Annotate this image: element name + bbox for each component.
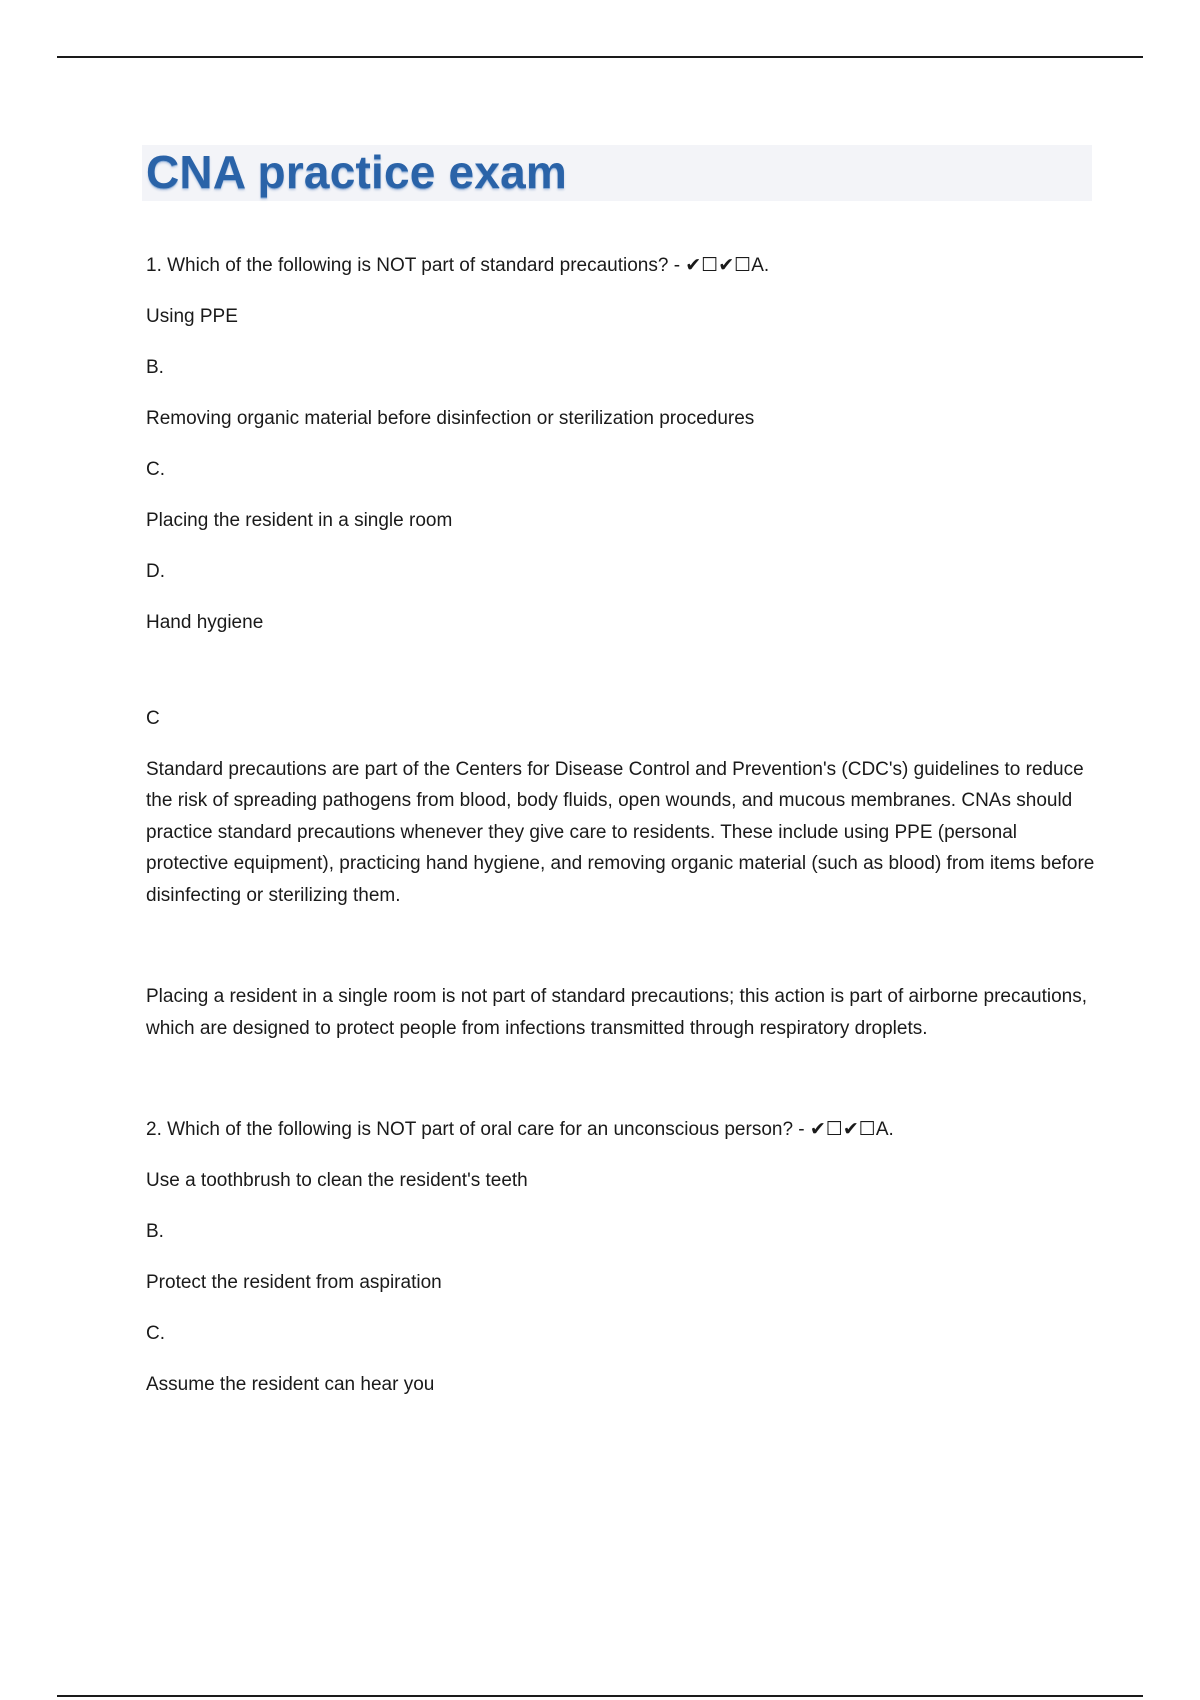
option-b-label: B. [146,357,164,378]
option-b-label: B. [146,1221,164,1242]
option-b-text: Removing organic material before disinfection or sterilization procedures [146,407,755,429]
option-c-text: Placing the resident in a single room [146,509,453,531]
option-c-text: Assume the resident can hear you [146,1373,435,1395]
document-body [146,250,1096,1400]
footer-rule [57,1695,1143,1697]
option-c-label: C. [146,1323,165,1344]
option-a-text: Using PPE [146,305,238,327]
option-d-text: Hand hygiene [146,611,264,633]
option-b-text: Protect the resident from aspiration [146,1271,442,1293]
question-stem: 2. Which of the following is NOT part of oral care for an unconscious person? - ✔☐✔☐A. [146,1119,894,1140]
header-rule [57,56,1143,58]
question-1 [146,250,1096,1044]
question-2 [146,1114,1096,1400]
option-a-text: Use a toothbrush to clean the resident's teeth [146,1169,528,1191]
explanation-paragraph: Placing a resident in a single room is not part of standard precautions; this action is part of airborne precautions, which are designed to protect people from infections transmitted through respiratory droplets. [146,986,1088,1039]
page-title: CNA practice exam [146,146,567,198]
answer-letter: C [146,708,160,729]
question-stem: 1. Which of the following is NOT part of standard precautions? - ✔☐✔☐A. [146,255,770,276]
explanation-paragraph: Standard precautions are part of the Centers for Disease Control and Prevention's (CDC's) guidelines to reduce the risk of spreading pathogens from blood, body fluids, open wounds, and mucous membranes. CNAs should practice standard precautions whenever they give care to residents. These include using PPE (personal protective equipment), practicing hand hygiene, and removing organic material (such as blood) from items before disinfecting or sterilizing them. [146,758,1095,906]
option-d-label: D. [146,561,165,582]
option-c-label: C. [146,459,165,480]
